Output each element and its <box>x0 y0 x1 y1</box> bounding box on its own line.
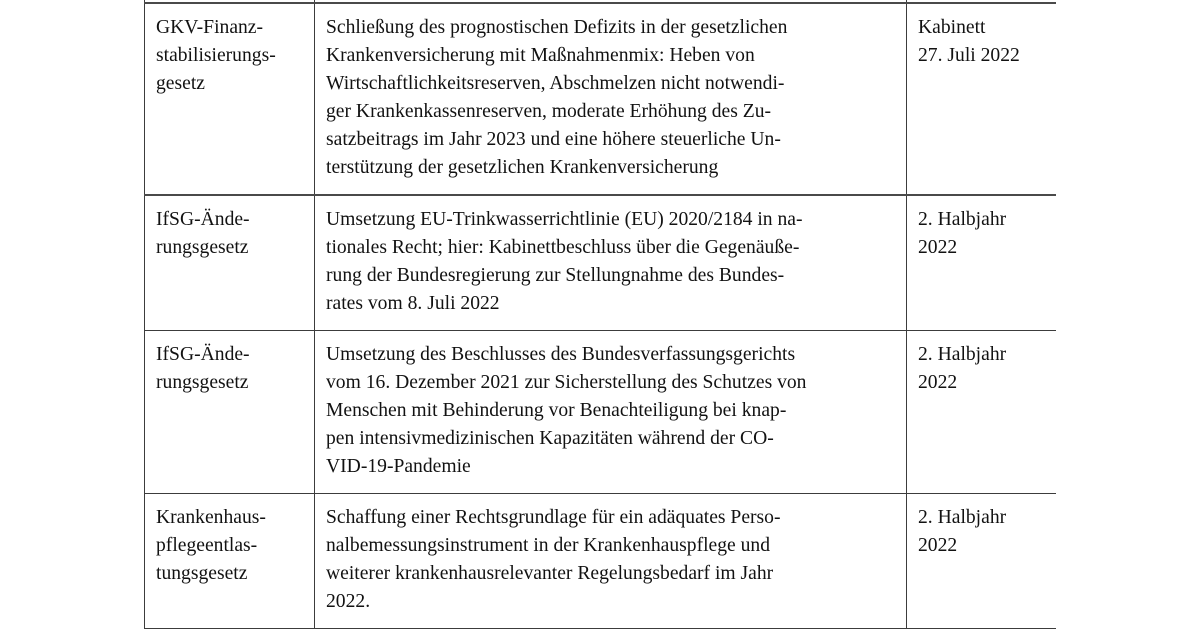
cell-law-name <box>145 494 315 629</box>
text-line: Wirtschaftlichkeitsreserven, Abschmelzen nicht notwendi- <box>326 73 785 94</box>
text-line: rung der Bundesregierung zur Stellungnahme des Bundes- <box>326 265 785 286</box>
text-line: Schließung des prognostischen Defizits in der gesetzlichen <box>326 17 788 38</box>
cell-schedule <box>907 331 1057 494</box>
text-line: Umsetzung EU-Trinkwasserrichtlinie (EU) 2020/2184 in na- <box>326 209 803 230</box>
text-line: tungsgesetz <box>156 563 248 584</box>
cell-description <box>315 3 907 195</box>
text-line: 2022 <box>918 237 958 258</box>
text-line: nalbemessungsinstrument in der Krankenhauspflege und <box>326 535 771 556</box>
text-line: Schaffung einer Rechtsgrundlage für ein adäquates Perso- <box>326 507 781 528</box>
table-row <box>145 494 1057 629</box>
text-line: weiterer krankenhausrelevanter Regelungsbedarf im Jahr <box>326 563 774 584</box>
table-viewport <box>144 0 1056 629</box>
text-line: Umsetzung des Beschlusses des Bundesverfassungsgerichts <box>326 344 796 365</box>
text-line: 2022 <box>918 372 958 393</box>
table-row <box>145 195 1057 331</box>
cell-description <box>315 195 907 331</box>
legislative-planning-table <box>144 0 1057 629</box>
text-line: 2. Halbjahr <box>918 209 1007 230</box>
text-line: 2022. <box>326 591 371 612</box>
cell-description <box>315 331 907 494</box>
cell-description <box>315 494 907 629</box>
cell-law-name <box>145 331 315 494</box>
text-line: Menschen mit Behinderung vor Benachteiligung bei knap- <box>326 400 787 421</box>
text-line: VID-19-Pandemie <box>326 456 471 477</box>
text-line: 2022 <box>918 535 958 556</box>
text-line: stabilisierungs- <box>156 45 276 66</box>
text-line: 27. Juli 2022 <box>918 45 1020 66</box>
text-line: vom 16. Dezember 2021 zur Sicherstellung des Schutzes von <box>326 372 807 393</box>
text-line: satzbeitrags im Jahr 2023 und eine höhere steuerliche Un- <box>326 129 781 150</box>
cell-law-name <box>145 195 315 331</box>
text-line: tionales Recht; hier: Kabinettbeschluss über die Gegenäuße- <box>326 237 800 258</box>
text-line: ger Krankenkassenreserven, moderate Erhöhung des Zu- <box>326 101 772 122</box>
text-line: Krankenversicherung mit Maßnahmenmix: Heben von <box>326 45 755 66</box>
text-line: pflegeentlas- <box>156 535 258 556</box>
table-body <box>145 0 1057 629</box>
text-line: gesetz <box>156 73 205 94</box>
text-line: 2. Halbjahr <box>918 507 1007 528</box>
text-line: Kabinett <box>918 17 986 38</box>
cell-schedule <box>907 494 1057 629</box>
page-margin-left <box>0 0 144 630</box>
text-line: rungsgesetz <box>156 372 249 393</box>
text-line: IfSG-Ände- <box>156 344 250 365</box>
cell-law-name <box>145 3 315 195</box>
page-margin-right <box>1056 0 1200 630</box>
text-line: IfSG-Ände- <box>156 209 250 230</box>
cell-schedule <box>907 195 1057 331</box>
table-row <box>145 331 1057 494</box>
table-row <box>145 3 1057 195</box>
text-line: Krankenhaus- <box>156 507 266 528</box>
text-line: terstützung der gesetzlichen Krankenversicherung <box>326 157 719 178</box>
text-line: 2. Halbjahr <box>918 344 1007 365</box>
text-line: pen intensivmedizinischen Kapazitäten während der CO- <box>326 428 774 449</box>
text-line: GKV-Finanz- <box>156 17 264 38</box>
text-line: rates vom 8. Juli 2022 <box>326 293 500 314</box>
text-line: rungsgesetz <box>156 237 249 258</box>
cell-schedule <box>907 3 1057 195</box>
